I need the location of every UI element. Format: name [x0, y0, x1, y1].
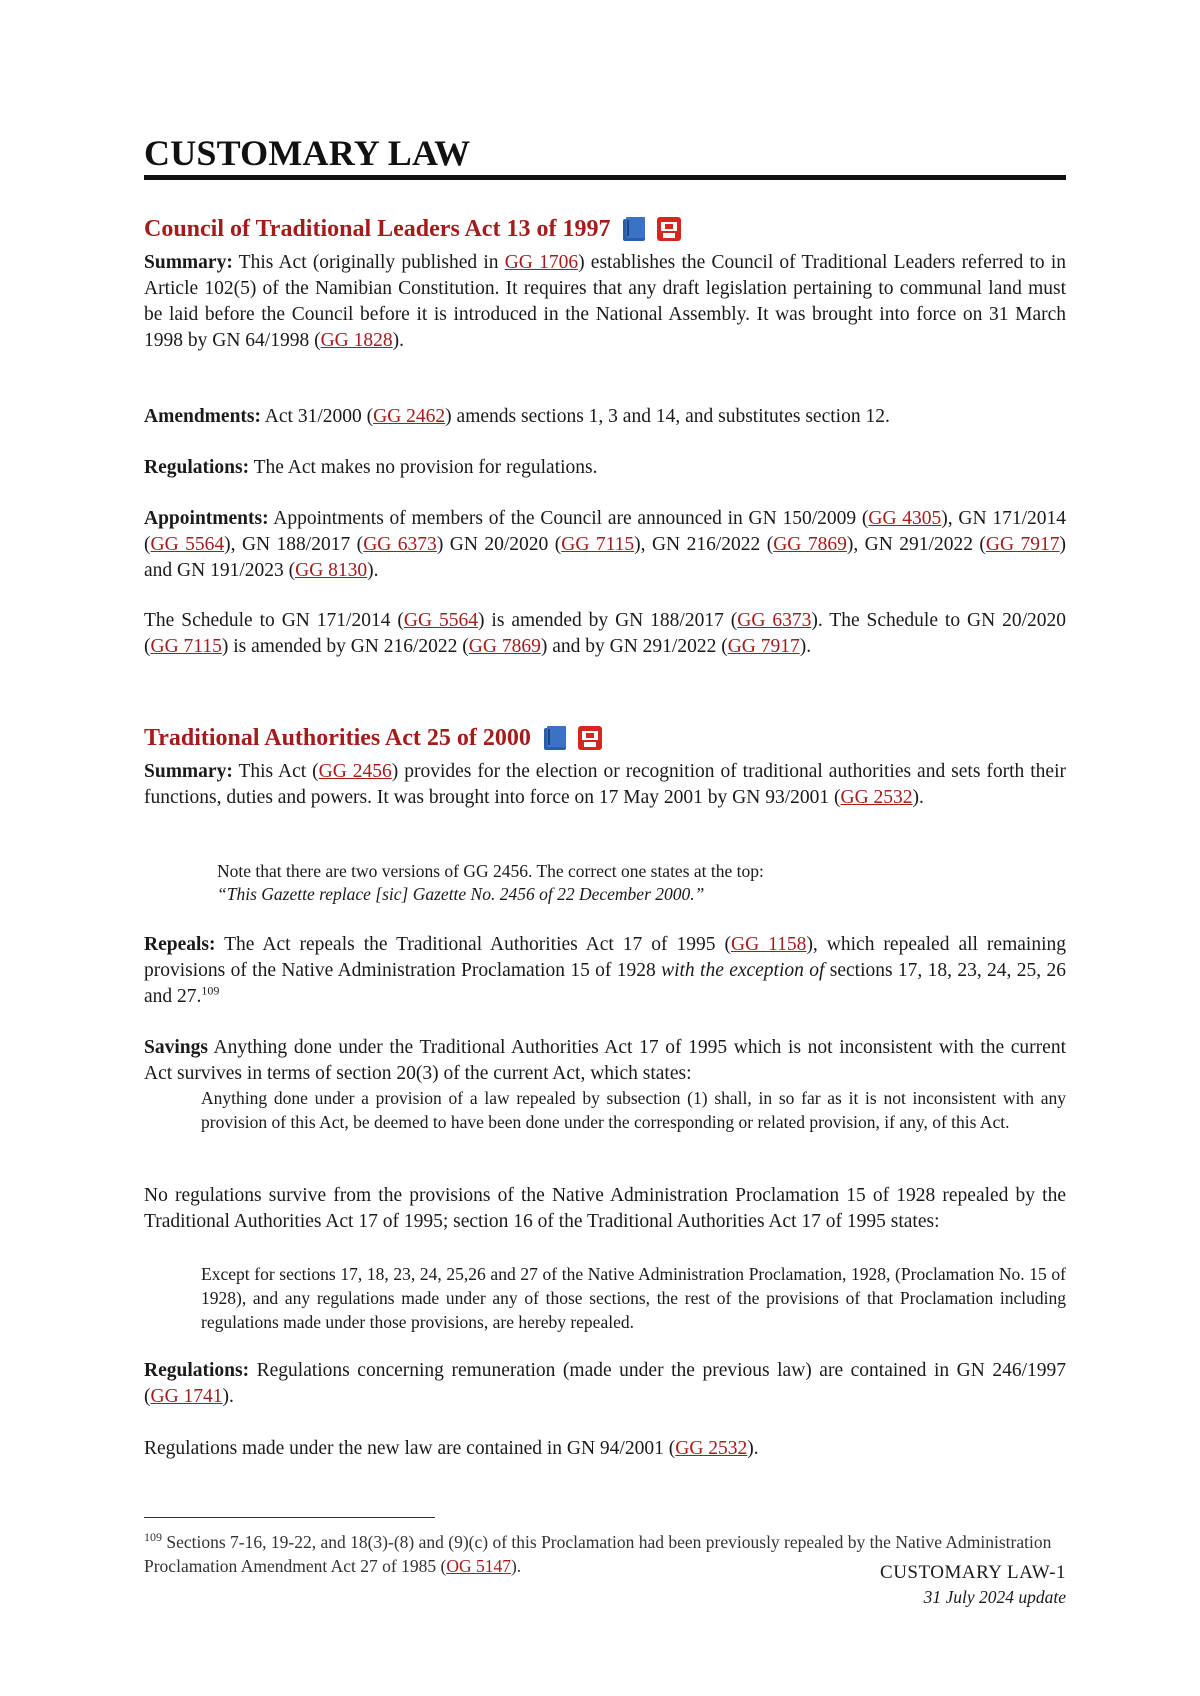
- amendments-label: Amendments:: [144, 406, 261, 427]
- gazette-link[interactable]: GG 8130: [295, 560, 368, 581]
- gazette-link[interactable]: GG 2532: [675, 1438, 748, 1459]
- summary-label: Summary:: [144, 761, 233, 782]
- summary-label: Summary:: [144, 252, 233, 273]
- book-icon[interactable]: [541, 723, 571, 753]
- page-footer-id: CUSTOMARY LAW-1: [880, 1562, 1066, 1583]
- act-title: Council of Traditional Leaders Act 13 of 1997: [144, 215, 611, 242]
- appointments-paragraph: Appointments: Appointments of members of the Council are announced in GN 150/2009 (GG 4305), GN 171/2014 (GG 5564), GN 188/2017 (GG 6373) GN 20/2020 (GG 7115), GN 216/2022 (GG 7869), GN 291/2022 (GG 7917) and GN 191/2023 (GG 8130).: [144, 508, 1067, 581]
- act-heading-council: [144, 214, 684, 244]
- savings-paragraph: Savings Anything done under the Traditional Authorities Act 17 of 1995 which is not inconsistent with the current Act survives in terms of section 20(3) of the current Act, which states:: [144, 1037, 1066, 1084]
- no-regulations-paragraph: No regulations survive from the provisions of the Native Administration Proclamation 15 of 1928 repealed by the Traditional Authorities Act 17 of 1995; section 16 of the Traditional Authorities Act 17 of 1995 states:: [144, 1185, 1066, 1232]
- footnote-number: 109: [144, 1530, 162, 1545]
- gazette-link[interactable]: GG 5564: [150, 534, 225, 555]
- regulations-label: Regulations:: [144, 457, 250, 478]
- title-rule: [144, 175, 1066, 180]
- regulations-label: Regulations:: [144, 1360, 250, 1381]
- gazette-link[interactable]: GG 1158: [731, 934, 807, 955]
- gazette-link[interactable]: GG 7869: [468, 636, 541, 657]
- savings-label: Savings: [144, 1037, 208, 1058]
- gazette-link[interactable]: GG 7917: [727, 636, 800, 657]
- repeals-paragraph: Repeals: The Act repeals the Traditional Authorities Act 17 of 1995 (GG 1158), which repealed all remaining provisions of the Native Administration Proclamation 15 of 1928 with the exception of sections 17, 18, 23, 24, 25, 26 and 27.$^{109}$: [144, 934, 1066, 1007]
- gazette-link[interactable]: GG 7115: [150, 636, 222, 657]
- gazette-link[interactable]: GG 5564: [403, 610, 478, 631]
- repeals-label: Repeals:: [144, 934, 216, 955]
- pdf-icon[interactable]: [654, 214, 684, 244]
- amendments-paragraph: Amendments: Act 31/2000 (GG 2462) amends sections 1, 3 and 14, and substitutes section 12.: [144, 406, 890, 427]
- gazette-link[interactable]: GG 7917: [985, 534, 1060, 555]
- gazette-link[interactable]: OG 5147: [446, 1556, 511, 1576]
- page-title: CUSTOMARY LAW: [144, 133, 471, 173]
- gazette-link[interactable]: GG 2462: [373, 406, 446, 427]
- gazette-link[interactable]: GG 1828: [320, 330, 393, 351]
- page-footer-date: 31 July 2024 update: [923, 1587, 1066, 1607]
- footnote-reference[interactable]: 109: [201, 983, 220, 998]
- new-regulations-paragraph: Regulations made under the new law are contained in GN 94/2001 (GG 2532).: [144, 1438, 759, 1459]
- schedule-paragraph: The Schedule to GN 171/2014 (GG 5564) is amended by GN 188/2017 (GG 6373). The Schedule to GN 20/2020 (GG 7115) is amended by GN 216/2022 (GG 7869) and by GN 291/2022 (GG 7917).: [144, 610, 1067, 657]
- gazette-link[interactable]: GG 7869: [773, 534, 847, 555]
- pdf-icon[interactable]: [575, 723, 605, 753]
- footnote: $^{109}$ Sections 7-16, 19-22, and 18(3)-(8) and (9)(c) of this Proclamation had been previously repealed by the Native Administration Proclamation Amendment Act 27 of 1985 (OG 5147).: [144, 1530, 1052, 1576]
- gazette-version-note: Note that there are two versions of GG 2456. The correct one states at the top: “This Gazette replace [sic] Gazette No. 2456 of 22 December 2000.”: [217, 861, 764, 904]
- gazette-link[interactable]: GG 2532: [840, 787, 913, 808]
- appointments-label: Appointments:: [144, 508, 269, 529]
- repeal-quote: Except for sections 17, 18, 23, 24, 25,26 and 27 of the Native Administration Proclamation, 1928, (Proclamation No. 15 of 1928), and any regulations made under any of those sections, the rest of the provisions of that Proclamation including regulations made under those provisions, are hereby repealed.: [201, 1264, 1066, 1332]
- summary-paragraph: Summary: This Act (GG 2456) provides for the election or recognition of traditional authorities and sets forth their functions, duties and powers. It was brought into force on 17 May 2001 by GN 93/2001 (GG 2532).: [144, 761, 1066, 808]
- savings-quote: Anything done under a provision of a law repealed by subsection (1) shall, in so far as it is not inconsistent with any provision of this Act, be deemed to have been done under the corresponding or related provision, if any, of this Act.: [201, 1088, 1066, 1132]
- regulations-paragraph: Regulations: Regulations concerning remuneration (made under the previous law) are contained in GN 246/1997 (GG 1741).: [144, 1360, 1066, 1407]
- gazette-link[interactable]: GG 2456: [318, 761, 392, 782]
- gazette-link[interactable]: GG 1706: [504, 252, 579, 273]
- act-heading-traditional-authorities: [144, 723, 605, 753]
- summary-paragraph: Summary: This Act (originally published in GG 1706) establishes the Council of Traditional Leaders referred to in Article 102(5) of the Namibian Constitution. It requires that any draft legislation pertaining to communal land must be laid before the Council before it is introduced in the National Assembly. It was brought into force on 31 March 1998 by GN 64/1998 (GG 1828).: [144, 252, 1066, 351]
- gazette-link[interactable]: GG 6373: [363, 534, 437, 555]
- regulations-paragraph: Regulations: The Act makes no provision for regulations.: [144, 457, 598, 478]
- footnote-separator: [144, 1517, 435, 1518]
- gazette-link[interactable]: GG 6373: [737, 610, 812, 631]
- gazette-link[interactable]: GG 4305: [868, 508, 942, 529]
- gazette-link[interactable]: GG 7115: [561, 534, 635, 555]
- gazette-link[interactable]: GG 1741: [150, 1386, 223, 1407]
- act-title: Traditional Authorities Act 25 of 2000: [144, 724, 531, 751]
- book-icon[interactable]: [620, 214, 650, 244]
